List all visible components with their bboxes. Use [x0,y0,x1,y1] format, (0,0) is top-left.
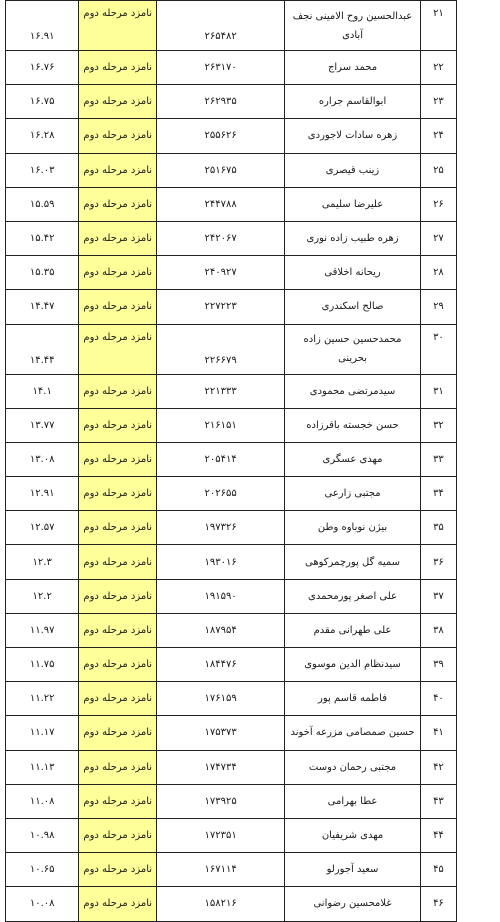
candidate-code: ۱۹۷۳۲۶ [157,511,285,545]
table-row [6,613,457,647]
table-row [6,85,457,119]
candidate-score: ۱۰.۶۵ [6,853,79,887]
candidate-status: نامزد مرحله دوم [79,1,157,51]
candidate-score: ۱۵.۴۲ [6,221,79,255]
table-row [6,374,457,408]
candidate-score: ۱۶.۷۵ [6,85,79,119]
table-row [6,153,457,187]
candidate-code: ۲۵۵۶۲۶ [157,119,285,153]
row-number: ۳۰ [420,324,456,374]
candidate-name: علی اصغر پورمحمدی [285,579,421,613]
candidate-status: نامزد مرحله دوم [79,51,157,85]
candidate-score: ۱۱.۰۸ [6,784,79,818]
row-number: ۲۴ [420,119,456,153]
candidate-score: ۱۵.۵۹ [6,187,79,221]
candidate-code: ۱۸۷۹۵۴ [157,613,285,647]
candidate-score: ۱۰.۹۸ [6,818,79,852]
candidate-code: ۱۵۸۲۱۶ [157,887,285,921]
candidate-status: نامزد مرحله دوم [79,290,157,324]
candidate-code: ۲۲۶۶۷۹ [157,324,285,374]
candidate-name: فاطمه قاسم پور [285,682,421,716]
row-number: ۴۰ [420,682,456,716]
candidate-status: نامزد مرحله دوم [79,477,157,511]
table-row [6,682,457,716]
results-table-body [6,1,457,922]
row-number: ۳۹ [420,648,456,682]
table-row [6,408,457,442]
candidate-code: ۲۲۷۲۲۳ [157,290,285,324]
candidate-name: زهره سادات لاجوردی [285,119,421,153]
row-number: ۳۶ [420,545,456,579]
candidate-score: ۱۳.۰۸ [6,442,79,476]
candidate-status: نامزد مرحله دوم [79,750,157,784]
candidate-name: سمیه گل پورچمرکوهی [285,545,421,579]
table-row [6,784,457,818]
candidate-score: ۱۳.۷۷ [6,408,79,442]
candidate-score: ۱۴.۴۷ [6,290,79,324]
candidate-status: نامزد مرحله دوم [79,716,157,750]
candidate-code: ۱۷۵۳۷۳ [157,716,285,750]
candidate-name: عبدالحسین روح الامینی نجف آبادی [285,1,421,51]
table-row [6,442,457,476]
candidate-score: ۱۶.۹۱ [6,1,79,51]
candidate-status: نامزد مرحله دوم [79,374,157,408]
candidate-name: محمد سراج [285,51,421,85]
row-number: ۴۶ [420,887,456,921]
candidate-status: نامزد مرحله دوم [79,613,157,647]
candidate-code: ۲۱۶۱۵۱ [157,408,285,442]
table-row [6,648,457,682]
candidate-code: ۲۴۰۹۲۷ [157,256,285,290]
table-row [6,290,457,324]
table-row [6,853,457,887]
row-number: ۴۳ [420,784,456,818]
row-number: ۳۵ [420,511,456,545]
candidate-status: نامزد مرحله دوم [79,119,157,153]
candidate-name: ابوالقاسم جراره [285,85,421,119]
candidate-name: ریحانه اخلاقی [285,256,421,290]
candidate-score: ۱۴.۱ [6,374,79,408]
candidate-name: صالح اسکندری [285,290,421,324]
candidate-code: ۲۴۲۰۶۷ [157,221,285,255]
candidate-status: نامزد مرحله دوم [79,85,157,119]
candidate-code: ۱۷۴۷۳۴ [157,750,285,784]
candidate-name: مهدی شریفیان [285,818,421,852]
candidate-name: غلامحسین رضوانی [285,887,421,921]
candidate-score: ۱۲.۹۱ [6,477,79,511]
row-number: ۳۱ [420,374,456,408]
table-row [6,187,457,221]
candidate-score: ۱۱.۱۷ [6,716,79,750]
candidate-score: ۱۲.۵۷ [6,511,79,545]
candidate-status: نامزد مرحله دوم [79,324,157,374]
candidate-status: نامزد مرحله دوم [79,887,157,921]
candidate-code: ۱۷۶۱۵۹ [157,682,285,716]
row-number: ۴۴ [420,818,456,852]
candidate-code: ۲۰۵۴۱۴ [157,442,285,476]
table-row [6,511,457,545]
table-row [6,579,457,613]
candidate-code: ۲۴۴۷۸۸ [157,187,285,221]
candidate-score: ۱۱.۲۲ [6,682,79,716]
candidate-name: بیژن نوباوه وطن [285,511,421,545]
row-number: ۳۳ [420,442,456,476]
candidate-code: ۱۶۷۱۱۴ [157,853,285,887]
row-number: ۲۱ [420,1,456,51]
candidate-code: ۱۷۳۹۲۵ [157,784,285,818]
row-number: ۲۷ [420,221,456,255]
candidate-score: ۱۴.۴۴ [6,324,79,374]
candidate-score: ۱۲.۲ [6,579,79,613]
candidate-score: ۱۱.۷۵ [6,648,79,682]
candidate-code: ۲۶۲۹۳۵ [157,85,285,119]
candidate-name: علی طهرانی مقدم [285,613,421,647]
candidate-name: علیرضا سلیمی [285,187,421,221]
candidate-name: زینب قیصری [285,153,421,187]
candidate-score: ۱۶.۰۳ [6,153,79,187]
candidate-name: زهره طبیب زاده نوری [285,221,421,255]
candidate-score: ۱۵.۳۵ [6,256,79,290]
row-number: ۳۸ [420,613,456,647]
row-number: ۲۶ [420,187,456,221]
row-number: ۴۲ [420,750,456,784]
table-row [6,716,457,750]
candidate-code: ۲۵۱۶۷۵ [157,153,285,187]
candidate-status: نامزد مرحله دوم [79,221,157,255]
candidate-name: سعید آجورلو [285,853,421,887]
table-row [6,818,457,852]
candidate-name: عطا بهرامی [285,784,421,818]
table-row [6,324,457,374]
candidate-name: حسن خجسته باقرزاده [285,408,421,442]
row-number: ۲۸ [420,256,456,290]
table-row [6,119,457,153]
candidate-name: مجتبی زارعی [285,477,421,511]
candidate-status: نامزد مرحله دوم [79,853,157,887]
candidate-status: نامزد مرحله دوم [79,818,157,852]
row-number: ۳۴ [420,477,456,511]
candidate-code: ۱۷۲۳۵۱ [157,818,285,852]
candidate-score: ۱۱.۱۳ [6,750,79,784]
candidate-code: ۲۲۱۳۳۳ [157,374,285,408]
candidate-code: ۲۶۵۴۸۲ [157,1,285,51]
candidate-status: نامزد مرحله دوم [79,511,157,545]
candidate-status: نامزد مرحله دوم [79,408,157,442]
row-number: ۲۵ [420,153,456,187]
row-number: ۲۹ [420,290,456,324]
candidate-score: ۱۱.۹۷ [6,613,79,647]
candidate-code: ۱۸۴۴۷۶ [157,648,285,682]
table-row [6,750,457,784]
candidate-status: نامزد مرحله دوم [79,784,157,818]
candidate-name: مجتبی رحمان دوست [285,750,421,784]
candidate-code: ۲۰۲۶۵۵ [157,477,285,511]
candidate-score: ۱۰.۰۸ [6,887,79,921]
candidate-status: نامزد مرحله دوم [79,256,157,290]
results-table [5,0,457,922]
row-number: ۲۲ [420,51,456,85]
candidate-status: نامزد مرحله دوم [79,442,157,476]
table-row [6,477,457,511]
row-number: ۴۵ [420,853,456,887]
candidate-status: نامزد مرحله دوم [79,682,157,716]
candidate-score: ۱۶.۷۶ [6,51,79,85]
row-number: ۳۷ [420,579,456,613]
table-row [6,887,457,921]
table-row [6,51,457,85]
candidate-name: حسین صمصامی مزرعه آخوند [285,716,421,750]
candidate-code: ۱۹۳۰۱۶ [157,545,285,579]
candidate-name: مهدی عسگری [285,442,421,476]
table-row [6,1,457,51]
candidate-name: سیدمرتضی محمودی [285,374,421,408]
table-row [6,545,457,579]
candidate-name: محمدحسین حسین زاده بحرینی [285,324,421,374]
candidate-status: نامزد مرحله دوم [79,545,157,579]
table-row [6,256,457,290]
row-number: ۳۲ [420,408,456,442]
candidate-status: نامزد مرحله دوم [79,648,157,682]
candidate-code: ۲۶۳۱۷۰ [157,51,285,85]
candidate-status: نامزد مرحله دوم [79,187,157,221]
row-number: ۲۳ [420,85,456,119]
candidate-name: سیدنظام الدین موسوی [285,648,421,682]
row-number: ۴۱ [420,716,456,750]
candidate-code: ۱۹۱۵۹۰ [157,579,285,613]
candidate-score: ۱۶.۲۸ [6,119,79,153]
candidate-status: نامزد مرحله دوم [79,579,157,613]
candidate-status: نامزد مرحله دوم [79,153,157,187]
candidate-score: ۱۲.۳ [6,545,79,579]
table-row [6,221,457,255]
